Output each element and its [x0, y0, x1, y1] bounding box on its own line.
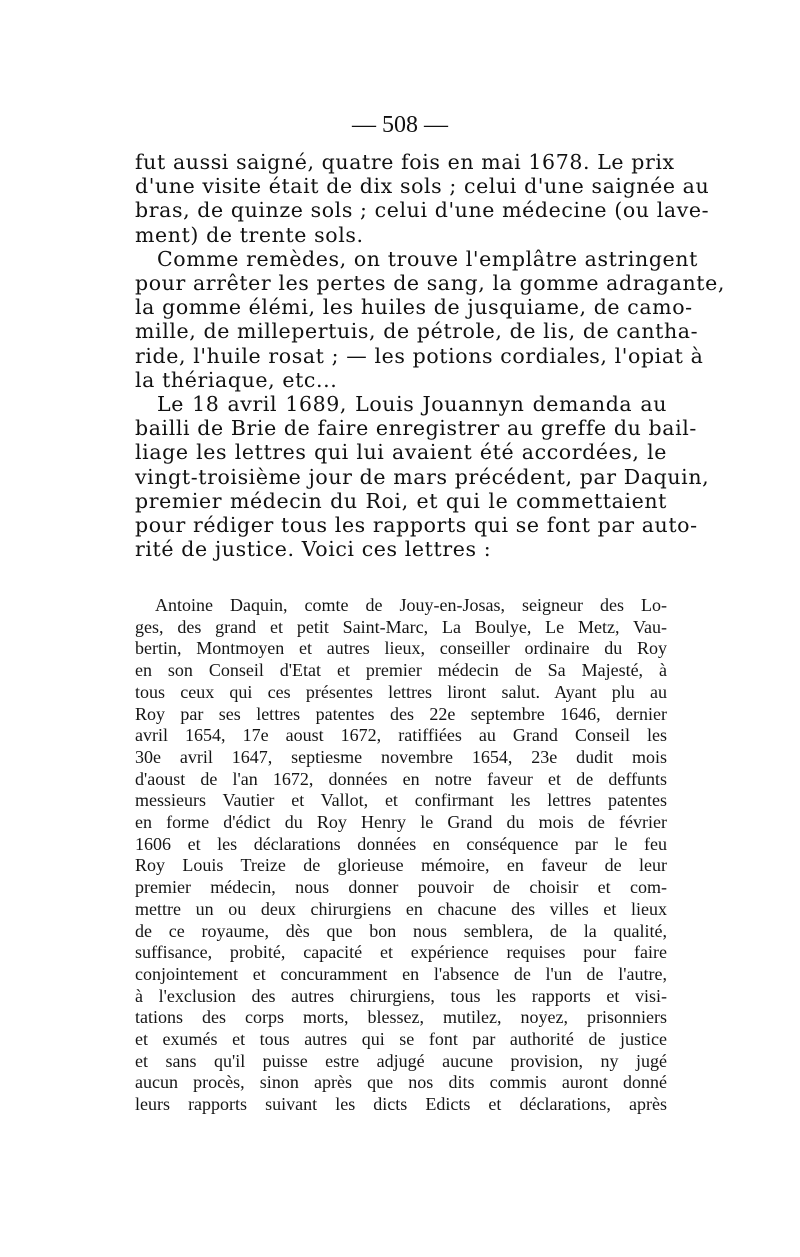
body-line: bailli de Brie de faire enregistrer au greffe du bail- — [135, 416, 697, 441]
body-line: vingt-troisième jour de mars précédent, par Daquin, — [135, 464, 710, 489]
body-line: Le 18 avril 1689, Louis Jouannyn demanda au — [157, 392, 667, 417]
body-line: rité de justice. Voici ces lettres : — [135, 537, 492, 562]
body-line: pour rédiger tous les rapports qui se font par auto- — [135, 513, 698, 538]
quote-line: 30e avril 1647, septiesme novembre 1654, 23e dudit mois — [135, 746, 667, 767]
body-line: ment) de trente sols. — [135, 222, 364, 247]
body-text — [135, 150, 725, 562]
body-line: Comme remèdes, on trouve l'emplâtre astringent — [157, 246, 698, 271]
quote-line: bertin, Montmoyen et autres lieux, conseiller ordinaire du Roy — [135, 638, 667, 659]
body-line: bras, de quinze sols ; celui d'une médecine (ou lave- — [135, 198, 710, 223]
quote-line: avril 1654, 17e aoust 1672, ratiffiées au Grand Conseil les — [135, 725, 667, 746]
quote-line: aucun procès, sinon après que nos dits commis auront donné — [135, 1072, 667, 1093]
quote-line: en son Conseil d'Etat et premier médecin de Sa Majesté, à — [135, 660, 667, 681]
quoted-letters — [135, 595, 667, 1116]
quote-line: messieurs Vautier et Vallot, et confirmant les lettres patentes — [135, 790, 667, 811]
body-line: liage les lettres qui lui avaient été accordées, le — [135, 440, 667, 465]
body-line: d'une visite était de dix sols ; celui d'une saignée au — [135, 174, 710, 199]
quote-line: de ce royaume, dès que bon nous semblera, de la qualité, — [135, 920, 667, 941]
quote-line: 1606 et les déclarations données en conséquence par le feu — [135, 833, 667, 854]
quote-line: en forme d'édict du Roy Henry le Grand du mois de février — [135, 812, 667, 833]
body-line: la gomme élémi, les huiles de jusquiame, de camo- — [135, 295, 693, 320]
quote-line: tous ceux qui ces présentes lettres liront salut. Ayant plu au — [135, 681, 667, 702]
body-line: mille, de millepertuis, de pétrole, de lis, de cantha- — [135, 319, 699, 344]
page-number-header: — 508 — — [352, 112, 448, 138]
quote-line: premier médecin, nous donner pouvoir de choisir et com- — [135, 877, 667, 898]
quote-line: Antoine Daquin, comte de Jouy-en-Josas, seigneur des Lo- — [155, 595, 667, 615]
quote-line: ges, des grand et petit Saint-Marc, La Boulye, Le Metz, Vau- — [135, 616, 667, 637]
quote-line: et exumés et tous autres qui se font par authorité de justice — [135, 1029, 667, 1050]
quote-line: mettre un ou deux chirurgiens en chacune des villes et lieux — [135, 898, 667, 919]
quote-line: suffisance, probité, capacité et expérience requises pour faire — [135, 942, 667, 963]
quote-line: Roy Louis Treize de glorieuse mémoire, en faveur de leur — [135, 855, 667, 876]
body-line: ride, l'huile rosat ; — les potions cordiales, l'opiat à — [135, 343, 704, 368]
quote-line: et sans qu'il puisse estre adjugé aucune provision, ny jugé — [135, 1050, 667, 1071]
quote-line: à l'exclusion des autres chirurgiens, tous les rapports et visi- — [135, 985, 667, 1006]
body-line: premier médecin du Roi, et qui le commettaient — [135, 488, 667, 513]
quote-line: conjointement et concuramment en l'absence de l'un de l'autre, — [135, 963, 667, 984]
body-line: fut aussi saigné, quatre fois en mai 1678. Le prix — [135, 150, 675, 174]
quote-line: d'aoust de l'an 1672, données en notre faveur et de deffunts — [135, 768, 667, 789]
quote-line: tations des corps morts, blessez, mutilez, noyez, prisonniers — [135, 1007, 667, 1028]
body-line: pour arrêter les pertes de sang, la gomme adragante, — [135, 271, 725, 296]
quote-line: Roy par ses lettres patentes des 22e septembre 1646, dernier — [135, 703, 667, 724]
body-line: la thériaque, etc... — [135, 367, 338, 392]
quote-line: leurs rapports suivant les dicts Edicts et déclarations, après — [135, 1094, 667, 1115]
